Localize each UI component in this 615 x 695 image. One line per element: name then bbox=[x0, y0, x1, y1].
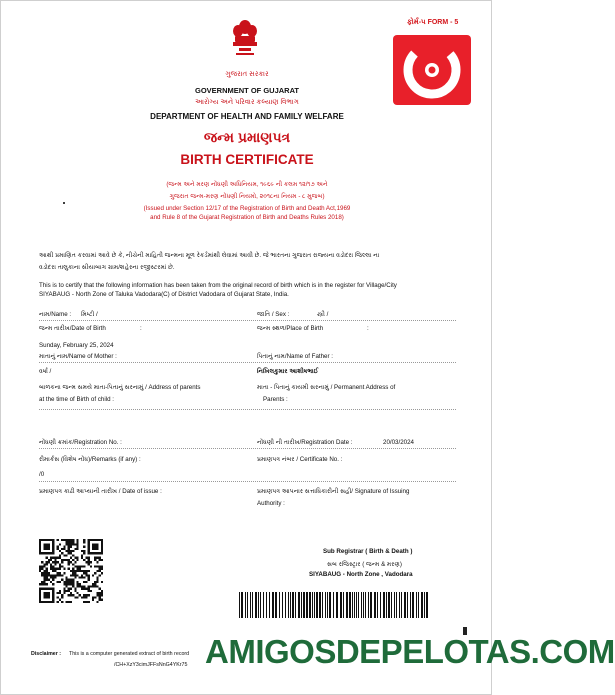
birth-address-label-line2: at the time of Birth of child : bbox=[39, 396, 114, 403]
stray-dot bbox=[63, 202, 65, 204]
sex-value: સ્ત્રી / bbox=[317, 311, 329, 318]
divider bbox=[39, 320, 456, 321]
dob-colon: : bbox=[140, 325, 142, 332]
government-english: GOVERNMENT OF GUJARAT bbox=[194, 86, 300, 95]
ashoka-emblem-icon bbox=[227, 17, 263, 67]
father-value: નિખિલકુમાર આશીષભાઈ bbox=[257, 368, 319, 375]
authority-label-line1: પ્રમાણપત્ર આપનાર સત્તાધિકારીની સહી/ Signature of Issuing bbox=[257, 488, 410, 495]
act-gujarati-line1: (જન્મ અને મરણ નોંધણી અધિનિયમ, ૧૯૬૯ ની કલમ ૧૨/૧૭ અને bbox=[166, 181, 328, 188]
act-english-line1: (Issued under Section 12/17 of the Registration of Birth and Death Act,1969 bbox=[143, 205, 351, 212]
divider bbox=[39, 409, 456, 410]
pob-label: જન્મ સ્થળ/Place of Birth bbox=[257, 325, 324, 332]
divider bbox=[39, 481, 456, 482]
remarks-label: રીમાર્કસ (વિશેષ નોંધ)/Remarks (if any) : bbox=[39, 456, 141, 463]
registration-date-value: 20/03/2024 bbox=[383, 439, 414, 446]
certify-gujarati-line2: વડોદરા તાલુકાના સીયાબાગ ગ્રામ/શહેરના રજીસ્ટરમાં છે. bbox=[39, 264, 175, 271]
divider bbox=[39, 448, 456, 449]
government-gujarati: ગુજરાત સરકાર bbox=[225, 71, 269, 78]
sex-label: જાતિ / Sex : bbox=[257, 311, 290, 318]
name-label: નામ/Name : bbox=[39, 311, 72, 318]
pob-colon: : bbox=[367, 325, 369, 332]
department-gujarati: આરોગ્ય અને પરિવાર કલ્યાણ વિભાગ bbox=[195, 99, 299, 106]
verification-hash: /CH+XzY3cimJFFsNnG4YKr75 bbox=[114, 662, 188, 668]
dob-value: Sunday, February 25, 2024 bbox=[39, 342, 114, 349]
disclaimer-text: This is a computer generated extract of birth record bbox=[69, 651, 190, 657]
divider bbox=[39, 362, 456, 363]
certify-english-line2: SIYABAUG - North Zone of Taluka Vadodara(C) of District Vadodara of Gujarat State, India. bbox=[39, 291, 289, 298]
sub-registrar-title: Sub Registrar ( Birth & Death ) bbox=[323, 548, 413, 555]
qr-code-icon bbox=[39, 539, 103, 603]
barcode-icon bbox=[239, 592, 431, 618]
registration-date-label: નોંધણી ની તારીખ/Registration Date : bbox=[257, 439, 353, 446]
permanent-address-label-line1: માતા - પિતાનું કાયમી સરનામું / Permanent Address of bbox=[257, 384, 396, 391]
act-gujarati-line2: ગુજરાત જન્મ-મરણ નોંધણી નિયમો, ૨૦૧૮ના નિયમ - ૮ મુજબ) bbox=[169, 193, 325, 200]
department-english: DEPARTMENT OF HEALTH AND FAMILY WELFARE bbox=[150, 112, 344, 121]
birth-address-label-line1: બાળકના જન્મ સમયે માતા-પિતાનું સરનામું / Address of parents bbox=[39, 384, 201, 391]
form-number-label: ફોર્મ-૫ FORM - 5 bbox=[407, 19, 459, 26]
name-value: મિષ્ટી / bbox=[81, 311, 98, 318]
disclaimer-label: Disclaimer : bbox=[31, 651, 62, 657]
sub-registrar-zone: SIYABAUG - North Zone , Vadodara bbox=[309, 571, 413, 578]
father-label: પિતાનું નામ/Name of Father : bbox=[257, 353, 333, 360]
remarks-value: /0 bbox=[39, 471, 45, 478]
mother-label: માતાનું નામ/Name of Mother : bbox=[39, 353, 117, 360]
permanent-address-label-line2: Parents : bbox=[263, 396, 288, 403]
mother-value: વર્ષા / bbox=[39, 368, 52, 375]
certify-gujarati-line1: આથી પ્રમાણિત કરવામાં આવે છે કે, નીચેની માહિતી જન્મના મૂળ રેકર્ડમાંથી લેવામાં આવી છે. જે ભારતના ગુજરાત રાજ્યના વડોદરા જિલ્લા ના bbox=[39, 252, 380, 259]
title-english: BIRTH CERTIFICATE bbox=[180, 152, 314, 167]
dob-label: જન્મ તારીખ/Date of Birth bbox=[39, 325, 106, 332]
registration-number-label: નોંધણી ક્રમાંક/Registration No. : bbox=[39, 439, 122, 446]
certificate-number-label: પ્રમાણપત્ર નંબર / Certificate No. : bbox=[257, 456, 343, 463]
certify-english-line1: This is to certify that the following information has been taken from the original record of birth which is in the register for Village/City bbox=[39, 282, 397, 289]
website-watermark: AMIGOSDEPELOTAS.COM bbox=[205, 633, 615, 670]
act-english-line2: and Rule 8 of the Gujarat Registration of Birth and Deaths Rules 2018) bbox=[150, 214, 344, 221]
issue-date-label: પ્રમાણપત્ર કાઢી આપ્યાની તારીખ / Date of issue : bbox=[39, 488, 162, 495]
title-gujarati: જન્મ પ્રમાણપત્ર bbox=[203, 129, 291, 145]
authority-label-line2: Authority : bbox=[257, 500, 285, 507]
sub-registrar-gujarati: સબ રજિસ્ટ્રાર ( જન્મ & મરણ) bbox=[327, 561, 402, 568]
